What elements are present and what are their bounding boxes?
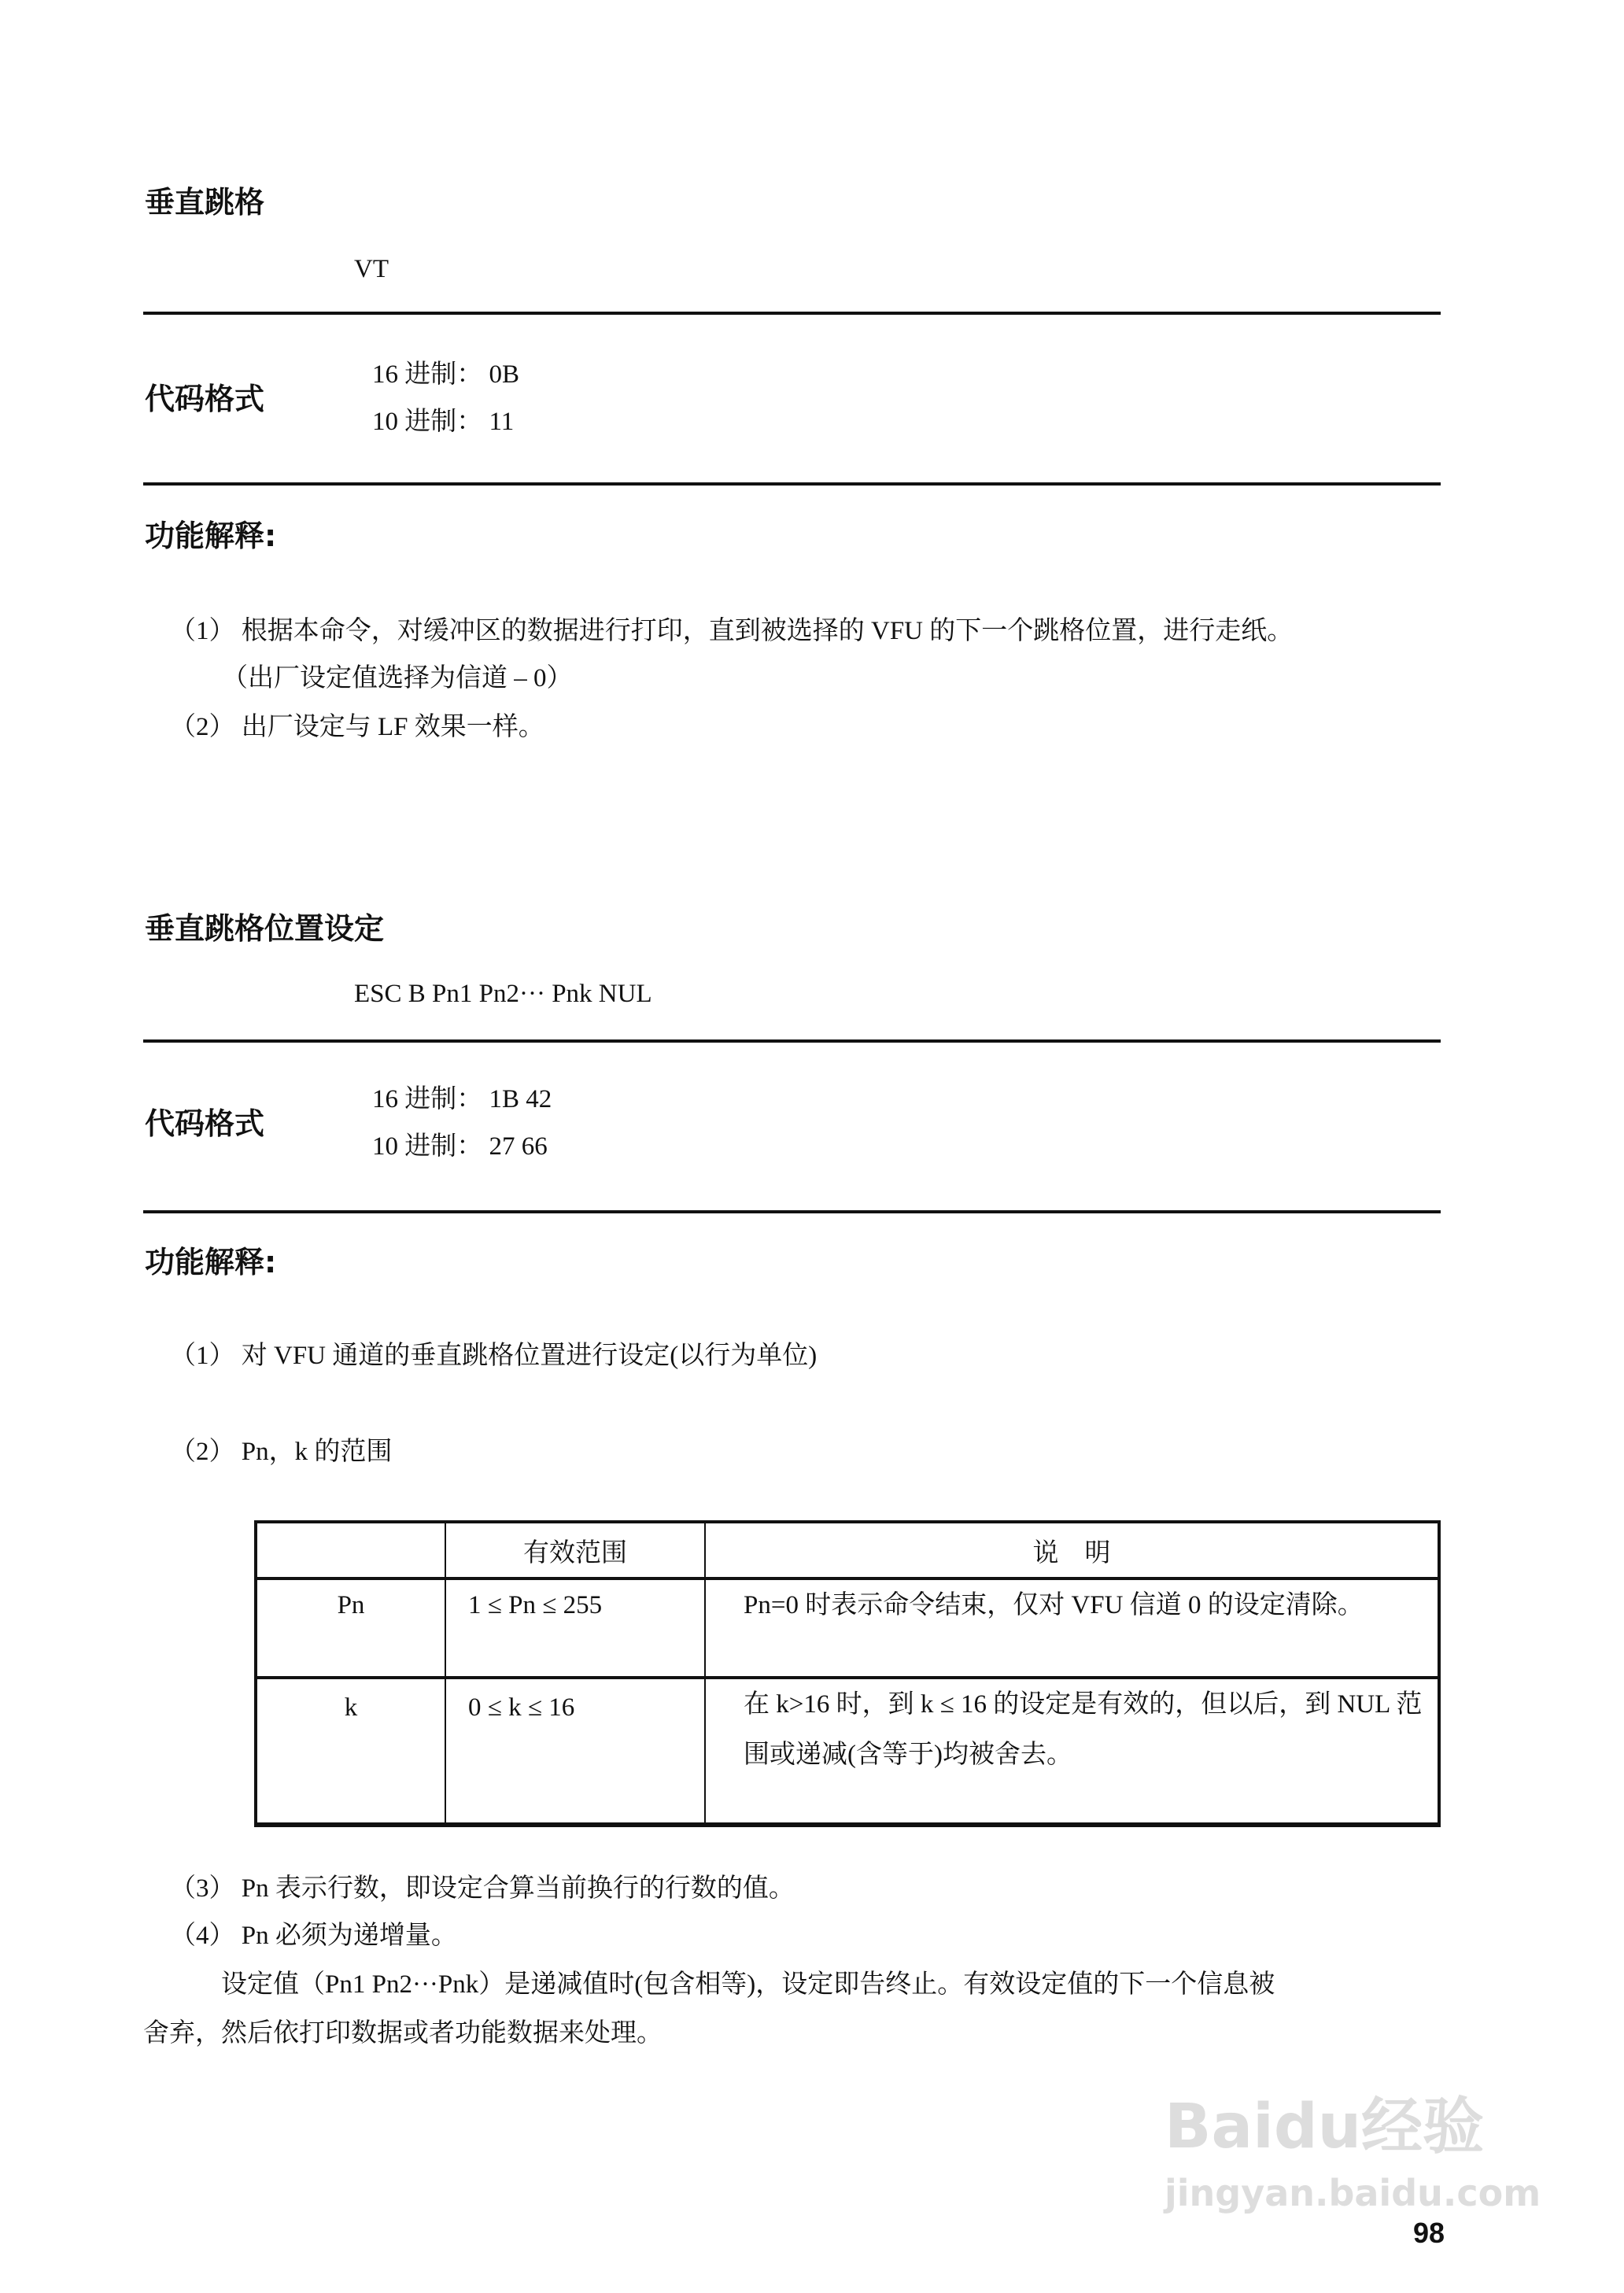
parameter-range-table bbox=[254, 1520, 1441, 1827]
paragraph: 设定值（Pn1 Pn2···Pnk）是递减值时(包含相等)，设定即告终止。有效设定值的下一个信息被 bbox=[221, 1970, 1275, 1999]
code-format-label: 代码格式 bbox=[145, 1106, 265, 1141]
watermark-url: jingyan.baidu.com bbox=[1164, 2172, 1541, 2214]
baidu-jingyan-watermark bbox=[1164, 2077, 1541, 2214]
function-label: 功能解释: bbox=[145, 519, 277, 553]
function-label: 功能解释: bbox=[145, 1245, 277, 1279]
table-row bbox=[256, 1678, 1439, 1825]
hex-code: 16 进制： 0B bbox=[372, 360, 520, 389]
dec-code: 10 进制： 11 bbox=[372, 408, 515, 436]
description-item: （2） Pn，k 的范围 bbox=[170, 1438, 393, 1466]
table-header bbox=[256, 1522, 445, 1579]
table-cell: 在 k>16 时，到 k ≤ 16 的设定是有效的，但以后，到 NUL 范围或递减(含等于)均被舍去。 bbox=[705, 1678, 1439, 1825]
divider bbox=[143, 482, 1441, 486]
description-item: （1） 根据本命令，对缓冲区的数据进行打印，直到被选择的 VFU 的下一个跳格位置，进行走纸。 bbox=[170, 617, 1294, 645]
section-title-vt-position: 垂直跳格位置设定 bbox=[145, 911, 385, 946]
table-cell: k bbox=[256, 1678, 445, 1825]
watermark-logo: Baidu经验 bbox=[1164, 2092, 1485, 2162]
table-header-row bbox=[256, 1522, 1439, 1579]
table-cell: 0 ≤ k ≤ 16 bbox=[445, 1678, 705, 1825]
section-title-vt: 垂直跳格 bbox=[145, 185, 265, 220]
hex-code: 16 进制： 1B 42 bbox=[372, 1085, 552, 1113]
code-format-label: 代码格式 bbox=[145, 382, 265, 416]
table-cell: 1 ≤ Pn ≤ 255 bbox=[445, 1579, 705, 1678]
divider bbox=[143, 312, 1441, 315]
dec-code: 10 进制： 27 66 bbox=[372, 1132, 548, 1161]
command-syntax: ESC B Pn1 Pn2··· Pnk NUL bbox=[354, 980, 652, 1008]
description-item: （3） Pn 表示行数，即设定合算当前换行的行数的值。 bbox=[170, 1874, 795, 1903]
command-syntax: VT bbox=[354, 255, 389, 283]
page-number: 98 bbox=[1413, 2217, 1445, 2249]
description-item: （出厂设定值选择为信道 – 0） bbox=[222, 664, 573, 692]
description-item: （1） 对 VFU 通道的垂直跳格位置进行设定(以行为单位) bbox=[170, 1342, 818, 1370]
table-cell: Pn=0 时表示命令结束，仅对 VFU 信道 0 的设定清除。 bbox=[705, 1579, 1439, 1678]
table-row bbox=[256, 1579, 1439, 1678]
table-header: 说 明 bbox=[705, 1522, 1439, 1579]
table-header: 有效范围 bbox=[445, 1522, 705, 1579]
description-item: （4） Pn 必须为递增量。 bbox=[170, 1922, 457, 1950]
paragraph: 舍弃，然后依打印数据或者功能数据来处理。 bbox=[143, 2019, 663, 2047]
description-item: （2） 出厂设定与 LF 效果一样。 bbox=[170, 713, 544, 741]
table-cell: Pn bbox=[256, 1579, 445, 1678]
divider bbox=[143, 1039, 1441, 1043]
divider bbox=[143, 1210, 1441, 1213]
